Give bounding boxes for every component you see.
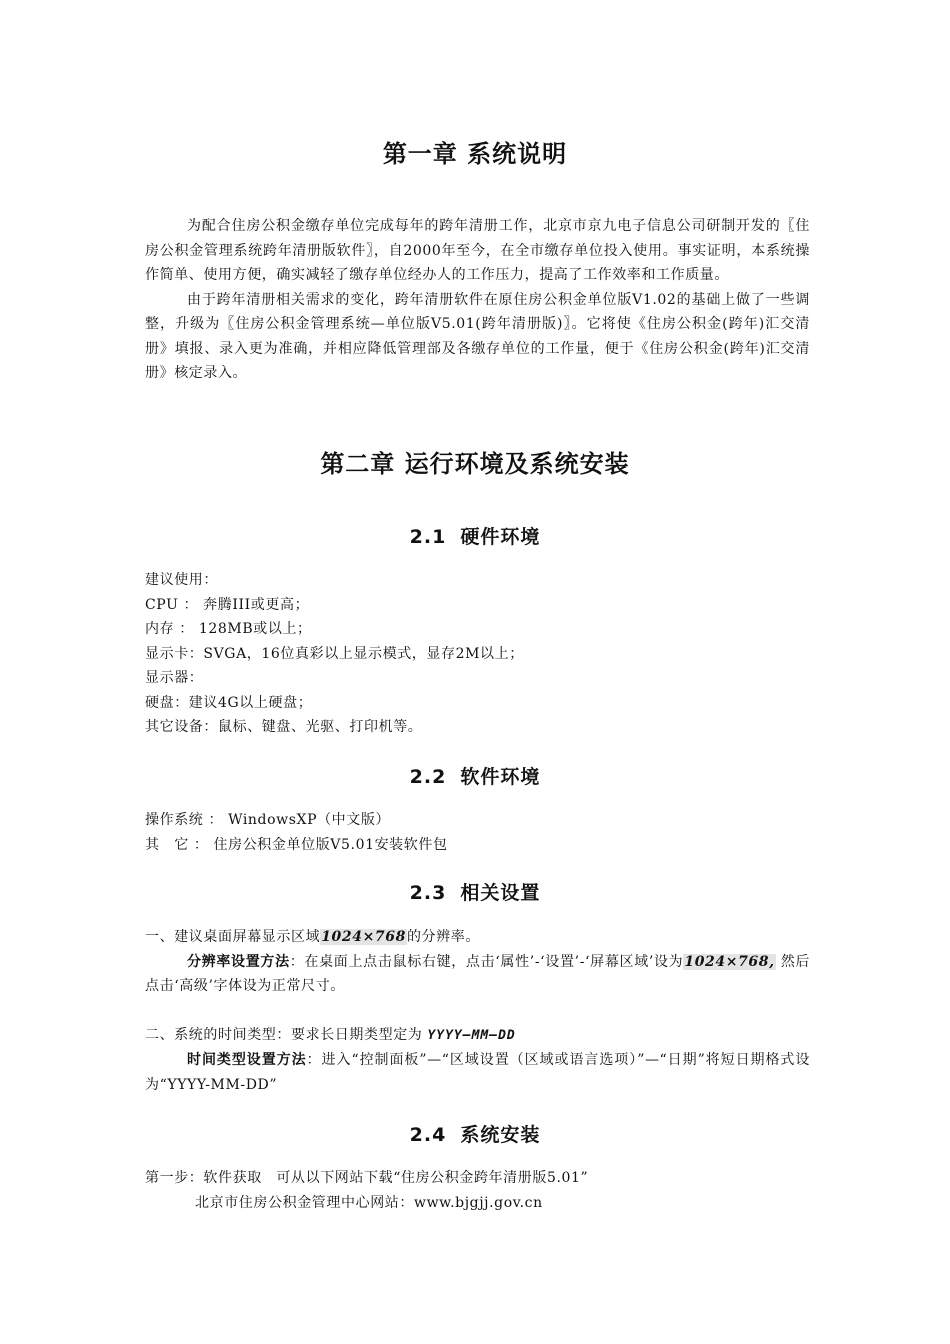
chapter1-paragraph-1: 为配合住房公积金缴存单位完成每年的跨年清册工作，北京市京九电子信息公司研制开发的〖住房公积金管理系统跨年清册版软件〗，自2000年至今，在全市缴存单位投入使用。事实证明，本系统操作简单、使用方便，确实减轻了缴存单位经办人的工作压力，提高了工作效率和工作质量。 [145, 218, 810, 283]
setting-item-resolution [145, 925, 810, 950]
download-site: 北京市住房公积金管理中心网站：www.bjgjj.gov.cn [195, 1194, 543, 1211]
section-2-3-heading [0, 878, 950, 905]
section-number: 2.2 [409, 766, 447, 788]
hardware-line: 硬盘：建议4G以上硬盘； [145, 694, 313, 711]
install-block [145, 1166, 810, 1215]
time-method [145, 1048, 810, 1097]
hardware-line: CPU ： 奔腾III或更高； [145, 596, 310, 613]
section-number: 2.4 [409, 1124, 447, 1146]
hardware-line: 显示卡：SVGA，16位真彩以上显示模式，显存2M以上； [145, 645, 524, 662]
hardware-line: 内存 ： 128MB或以上； [145, 621, 312, 637]
resolution-method [145, 950, 810, 999]
time-method-label: 时间类型设置方法 [187, 1052, 307, 1068]
section-title: 系统安装 [460, 1124, 541, 1146]
section-title: 相关设置 [460, 882, 541, 904]
settings-block [145, 925, 810, 1097]
setting-text: 然后点击‘高级’字体设为正常尺寸。 [145, 953, 810, 994]
resolution-value: 1024×768, [684, 953, 775, 970]
chapter1-paragraph-2: 由于跨年清册相关需求的变化，跨年清册软件在原住房公积金单位版V1.02的基础上做了一些调整，升级为〖住房公积金管理系统—单位版V5.01(跨年清册版)〗。它将使《住房公积金(跨年)汇交清册》填报、录入更为准确，并相应降低管理部及各缴存单位的工作量，便于《住房公积金(跨年)汇交清册》核定录入。 [145, 291, 810, 381]
setting-item-date-format [145, 1023, 810, 1049]
software-list [145, 808, 810, 857]
date-format-value: YYYY—MM—DD [427, 1027, 516, 1043]
hardware-line: 其它设备：鼠标、键盘、光驱、打印机等。 [145, 719, 423, 735]
hardware-line: 建议使用： [145, 572, 218, 588]
setting-text: ：进入“控制面板”—“区域设置（区域或语言选项）”—“日期”将短日期格式设为“YYYY-MM-DD” [145, 1052, 810, 1093]
section-2-1-heading [0, 522, 950, 549]
section-2-2-heading [0, 762, 950, 789]
resolution-method-label: 分辨率设置方法 [187, 953, 290, 970]
section-number: 2.3 [409, 882, 447, 904]
section-title: 软件环境 [460, 766, 541, 788]
section-number: 2.1 [409, 526, 447, 548]
hardware-line: 显示器： [145, 670, 204, 686]
resolution-value: 1024×768 [321, 929, 406, 945]
section-2-4-heading [0, 1120, 950, 1147]
install-step-1: 第一步：软件获取 可从以下网站下载“住房公积金跨年清册版5.01” [145, 1170, 589, 1186]
chapter2-title: 第二章 运行环境及系统安装 [320, 450, 630, 478]
software-line: 其 它 ： 住房公积金单位版V5.01安装软件包 [145, 836, 448, 853]
section-title: 硬件环境 [460, 526, 541, 548]
chapter1-title: 第一章 系统说明 [382, 140, 568, 168]
software-line: 操作系统 ： WindowsXP（中文版） [145, 812, 391, 828]
setting-text: 的分辨率。 [406, 929, 480, 945]
setting-text: 二、系统的时间类型：要求长日期类型定为 [145, 1026, 428, 1043]
chapter1-body [145, 214, 810, 386]
setting-text: ：在桌面上点击鼠标右键，点击‘属性’-‘设置’-‘屏幕区域’设为 [289, 953, 684, 970]
setting-text: 一、建议桌面屏幕显示区域 [145, 929, 321, 945]
hardware-list [145, 568, 810, 740]
